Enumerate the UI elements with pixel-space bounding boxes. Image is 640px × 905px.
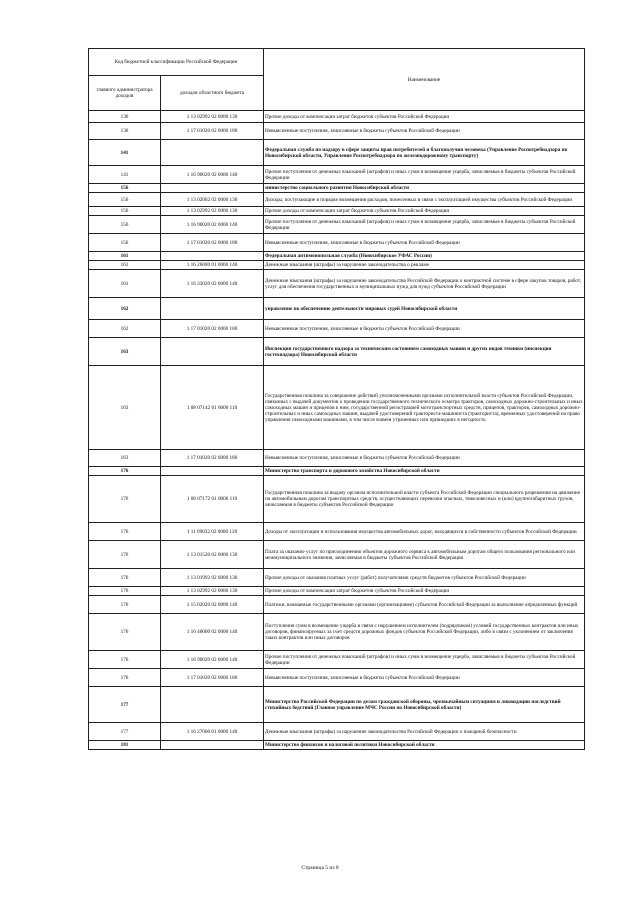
admin-code-cell: 161 <box>89 252 161 261</box>
income-code-cell <box>161 687 264 723</box>
name-cell: Денежные взыскания (штрафы) за нарушение законодательства о рекламе <box>264 261 585 270</box>
table-row <box>89 366 585 450</box>
name-cell: Невыясненные поступления, зачисляемые в бюджеты субъектов Российской Федерации <box>264 669 585 687</box>
admin-code-cell: 163 <box>89 366 161 450</box>
name-cell: управление по обеспечению деятельности мировых судей Новосибирской области <box>264 298 585 320</box>
header-income: доходов областного бюджета <box>161 76 264 111</box>
name-cell: Прочие поступления от денежных взысканий (штрафов) и иных сумм в возмещение ущерба, зачисляемые в бюджеты субъектов Российской Федерации <box>264 166 585 184</box>
income-code-cell: 1 16 90020 02 0000 140 <box>161 651 264 669</box>
table-row <box>89 298 585 320</box>
admin-code-cell: 162 <box>89 298 161 320</box>
income-code-cell: 1 13 02992 02 0000 130 <box>161 207 264 216</box>
table-row <box>89 569 585 587</box>
admin-code-cell: 161 <box>89 261 161 270</box>
name-cell: Денежные взыскания (штрафы) за нарушение законодательства Российской Федерации о пожарной безопасности <box>264 723 585 741</box>
table-row <box>89 140 585 166</box>
income-code-cell: 1 17 01020 02 0000 180 <box>161 450 264 467</box>
income-code-cell: 1 16 26000 01 0000 140 <box>161 261 264 270</box>
name-cell: Прочие доходы от компенсации затрат бюджетов субъектов Российской Федерации <box>264 207 585 216</box>
income-code-cell: 1 13 02992 02 0000 130 <box>161 111 264 123</box>
name-cell: Денежные взыскания (штрафы) за нарушение законодательства Российской Федерации о контрактной системе в сфере закупок товаров, работ, услуг для обеспечения государственных и муниципальных нужд для нужд субъектов Российской Федерации <box>264 270 585 298</box>
admin-code-cell: 156 <box>89 207 161 216</box>
name-cell: министерство социального развития Новосибирской области <box>264 184 585 193</box>
admin-code-cell: 176 <box>89 476 161 523</box>
income-code-cell <box>161 140 264 166</box>
name-cell: Невыясненные поступления, зачисляемые в бюджеты субъектов Российской Федерации <box>264 450 585 467</box>
table-row <box>89 587 585 596</box>
table-row <box>89 450 585 467</box>
table-row <box>89 596 585 614</box>
income-code-cell <box>161 467 264 476</box>
admin-code-cell: 176 <box>89 523 161 541</box>
income-code-cell: 1 16 33020 02 0000 140 <box>161 270 264 298</box>
admin-code-cell: 163 <box>89 450 161 467</box>
table-row <box>89 669 585 687</box>
name-cell: Поступления сумм в возмещение ущерба в связи с нарушением исполнителем (подрядчиком) условий государственных контрактов или иных договоров, финансируемых за счет средств дорожных фондов субъектов Российской Федерации, либо в связи с уклонением от заключения таких контрактов или иных договоров <box>264 614 585 651</box>
income-code-cell: 1 16 90020 02 0000 140 <box>161 216 264 234</box>
income-code-cell: 1 16 46000 02 0000 140 <box>161 614 264 651</box>
income-code-cell: 1 16 90020 02 0000 140 <box>161 166 264 184</box>
admin-code-cell: 176 <box>89 541 161 569</box>
name-cell: Государственная пошлина за выдачу органом исполнительной власти субъекта Российской Федерации специального разрешения на движение по автомобильным дорогам транспортных средств, осуществляющих перевозки опасных, тяжеловесных и (или) крупногабаритных грузов, зачисляемая в бюджеты субъектов Российской Федерации <box>264 476 585 523</box>
header-name: Наименование <box>264 49 585 111</box>
name-cell: Плата за оказание услуг по присоединению объектов дорожного сервиса к автомобильным дорогам общего пользования регионального или межмуниципального значения, зачисляемая в бюджеты субъектов Российской Федерации <box>264 541 585 569</box>
income-code-cell <box>161 741 264 750</box>
header-admin: главного администратора доходов <box>89 76 161 111</box>
income-code-cell: 1 08 07172 01 0000 110 <box>161 476 264 523</box>
table-row <box>89 651 585 669</box>
name-cell: Невыясненные поступления, зачисляемые в бюджеты субъектов Российской Федерации <box>264 123 585 140</box>
document-page <box>88 48 585 750</box>
admin-code-cell: 177 <box>89 687 161 723</box>
income-code-cell: 1 08 07142 01 0000 110 <box>161 366 264 450</box>
income-code-cell <box>161 338 264 366</box>
income-code-cell: 1 13 02992 02 0000 130 <box>161 587 264 596</box>
income-code-cell: 1 17 01020 02 0000 180 <box>161 234 264 252</box>
name-cell: Государственная пошлина за совершение действий уполномоченными органами исполнительной власти субъектов Российской Федерации, связанных с выдачей документов о проведении государственного технического осмотра тракторов, самоходных дорожно-строительных и иных самоходных машин и прицепов к ним, государственной регистрацией мототранспортных средств, прицепов, тракторов, самоходных дорожно-строительных и иных самоходных машин, выдачей удостоверений тракториста-машиниста (тракториста), временных удостоверений на право управления самоходными машинами, в том числе взамен утраченных или пришедших в негодность <box>264 366 585 450</box>
admin-code-cell: 156 <box>89 184 161 193</box>
name-cell: Прочие доходы от компенсации затрат бюджетов субъектов Российской Федерации <box>264 111 585 123</box>
table-row <box>89 614 585 651</box>
name-cell: Прочие доходы от оказания платных услуг (работ) получателями средств бюджетов субъектов Российской Федерации <box>264 569 585 587</box>
name-cell: Инспекция государственного надзора за техническим состоянием самоходных машин и других видов техники (инспекция гостехнадзора) Новосибирской области <box>264 338 585 366</box>
name-cell: Прочие поступления от денежных взысканий (штрафов) и иных сумм в возмещение ущерба, зачисляемые в бюджеты субъектов Российской Федерации <box>264 216 585 234</box>
table-row <box>89 234 585 252</box>
name-cell: Министерство финансов и налоговой политики Новосибирской области <box>264 741 585 750</box>
admin-code-cell: 176 <box>89 669 161 687</box>
table-row <box>89 270 585 298</box>
name-cell: Федеральная антимонопольная служба (Новосибирское УФАС России) <box>264 252 585 261</box>
table-row <box>89 111 585 123</box>
table-row <box>89 741 585 750</box>
name-cell: Федеральная служба по надзору в сфере защиты прав потребителей и благополучия человека (Управление Роспотребнадзора по Новосибирской области, Управление Роспотребнадзора по железнодорожному транспорту) <box>264 140 585 166</box>
admin-code-cell: 156 <box>89 193 161 207</box>
admin-code-cell: 176 <box>89 596 161 614</box>
income-code-cell: 1 13 01992 02 0000 130 <box>161 569 264 587</box>
name-cell: Прочие поступления от денежных взысканий (штрафов) и иных сумм в возмещение ущерба, зачисляемые в бюджеты субъектов Российской Федерации <box>264 651 585 669</box>
name-cell: Министерство транспорта и дорожного хозяйства Новосибирской области <box>264 467 585 476</box>
table-row <box>89 207 585 216</box>
admin-code-cell: 156 <box>89 234 161 252</box>
admin-code-cell: 176 <box>89 587 161 596</box>
admin-code-cell: 156 <box>89 216 161 234</box>
income-code-cell: 1 13 02062 02 0000 130 <box>161 193 264 207</box>
admin-code-cell: 176 <box>89 614 161 651</box>
admin-code-cell: 181 <box>89 741 161 750</box>
header-kbk-group: Код бюджетной классификации Российской Федерации <box>89 49 264 76</box>
admin-code-cell: 176 <box>89 569 161 587</box>
table-row <box>89 338 585 366</box>
table-row <box>89 723 585 741</box>
table-row <box>89 184 585 193</box>
admin-code-cell: 176 <box>89 467 161 476</box>
name-cell: Министерство Российской Федерации по делам гражданской обороны, чрезвычайным ситуациям и ликвидации последствий стихийных бедствий (Главное управление МЧС России по Новосибирской области) <box>264 687 585 723</box>
admin-code-cell: 161 <box>89 270 161 298</box>
budget-classification-table <box>88 48 585 750</box>
admin-code-cell: 162 <box>89 320 161 338</box>
table-row <box>89 320 585 338</box>
table-row <box>89 467 585 476</box>
income-code-cell: 1 11 09032 02 0000 120 <box>161 523 264 541</box>
admin-code-cell: 136 <box>89 123 161 140</box>
admin-code-cell: 136 <box>89 111 161 123</box>
income-code-cell: 1 16 27000 01 0000 140 <box>161 723 264 741</box>
table-row <box>89 523 585 541</box>
table-body <box>89 111 585 750</box>
table-row <box>89 687 585 723</box>
name-cell: Прочие доходы от компенсации затрат бюджетов субъектов Российской Федерации <box>264 587 585 596</box>
name-cell: Платежи, взимаемые государственными органами (организациями) субъектов Российской Федерации за выполнение определенных функций <box>264 596 585 614</box>
income-code-cell: 1 17 01020 02 0000 180 <box>161 123 264 140</box>
income-code-cell: 1 15 02020 02 0000 140 <box>161 596 264 614</box>
admin-code-cell: 177 <box>89 723 161 741</box>
table-row <box>89 193 585 207</box>
admin-code-cell: 141 <box>89 166 161 184</box>
name-cell: Невыясненные поступления, зачисляемые в бюджеты субъектов Российской Федерации <box>264 320 585 338</box>
table-row <box>89 252 585 261</box>
admin-code-cell: 176 <box>89 651 161 669</box>
income-code-cell: 1 17 01020 02 0000 180 <box>161 669 264 687</box>
admin-code-cell: 141 <box>89 140 161 166</box>
header-row <box>89 49 585 76</box>
name-cell: Доходы, поступающие в порядке возмещения расходов, понесенных в связи с эксплуатацией имущества субъектов Российской Федерации <box>264 193 585 207</box>
table-row <box>89 261 585 270</box>
page-number: Страница 5 из 8 <box>301 865 339 871</box>
table-row <box>89 216 585 234</box>
table-row <box>89 166 585 184</box>
table-row <box>89 476 585 523</box>
income-code-cell <box>161 184 264 193</box>
income-code-cell: 1 17 01020 02 0000 180 <box>161 320 264 338</box>
income-code-cell <box>161 298 264 320</box>
admin-code-cell: 163 <box>89 338 161 366</box>
income-code-cell <box>161 252 264 261</box>
name-cell: Доходы от эксплуатации и использования имущества автомобильных дорог, находящихся в собственности субъектов Российской Федерации <box>264 523 585 541</box>
income-code-cell: 1 13 01520 02 0000 130 <box>161 541 264 569</box>
name-cell: Невыясненные поступления, зачисляемые в бюджеты субъектов Российской Федерации <box>264 234 585 252</box>
table-row <box>89 123 585 140</box>
table-row <box>89 541 585 569</box>
